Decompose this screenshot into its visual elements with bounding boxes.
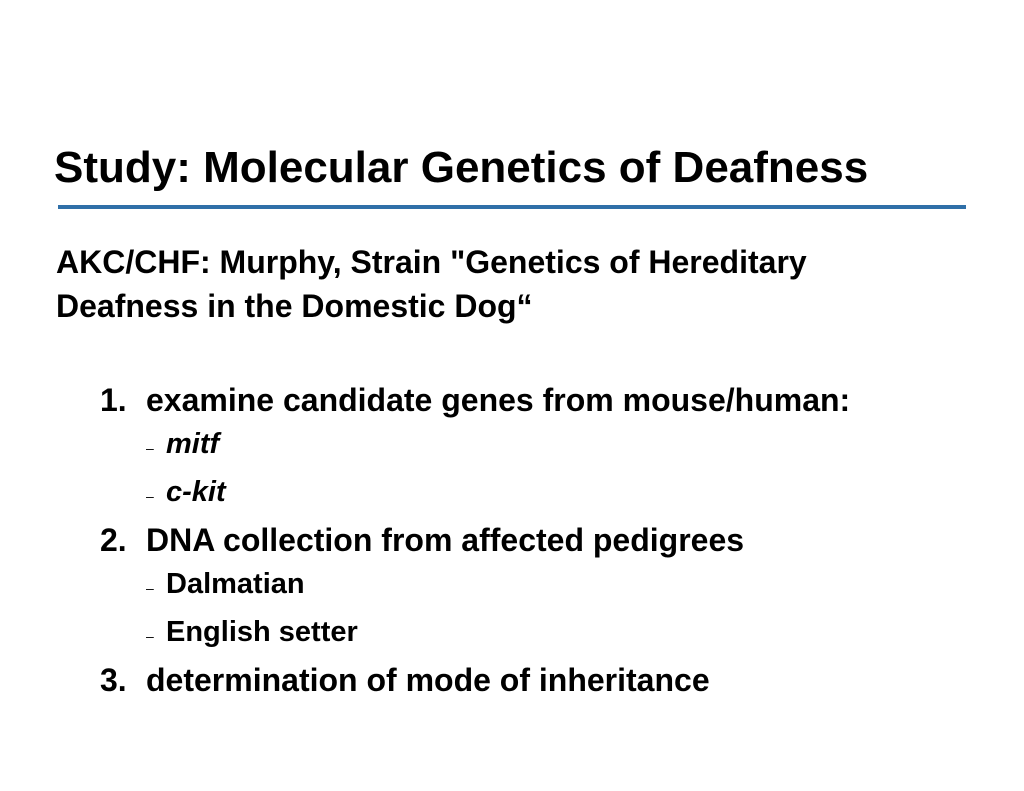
sub-item xyxy=(146,610,1000,658)
subtitle-line-2: Deafness in the Domestic Dog“ xyxy=(56,288,533,324)
slide-title: Study: Molecular Genetics of Deafness xyxy=(54,143,869,192)
dash-bullet: – xyxy=(146,628,154,644)
dash-bullet: – xyxy=(146,488,154,504)
item-number: 3. xyxy=(100,662,127,698)
dash-bullet: – xyxy=(146,440,154,456)
item-number: 1. xyxy=(100,382,127,418)
sub-item-text: English setter xyxy=(166,616,358,648)
item-number: 2. xyxy=(100,522,127,558)
sub-item xyxy=(146,422,1000,470)
list-item xyxy=(100,518,1000,562)
subtitle xyxy=(56,240,996,328)
dash-bullet: – xyxy=(146,580,154,596)
title-underline xyxy=(58,205,966,209)
item-text: DNA collection from affected pedigrees xyxy=(146,522,745,558)
subtitle-line-1: AKC/CHF: Murphy, Strain "Genetics of Hereditary xyxy=(56,244,807,280)
sub-item xyxy=(146,470,1000,518)
sub-item-text: c-kit xyxy=(166,476,226,508)
numbered-list xyxy=(100,378,1000,702)
sub-item-text: Dalmatian xyxy=(166,568,305,600)
item-text: examine candidate genes from mouse/human: xyxy=(146,382,851,418)
list-item xyxy=(100,658,1000,702)
sub-item xyxy=(146,562,1000,610)
list-item xyxy=(100,378,1000,422)
sub-item-text: mitf xyxy=(166,428,220,460)
item-text: determination of mode of inheritance xyxy=(146,662,710,698)
